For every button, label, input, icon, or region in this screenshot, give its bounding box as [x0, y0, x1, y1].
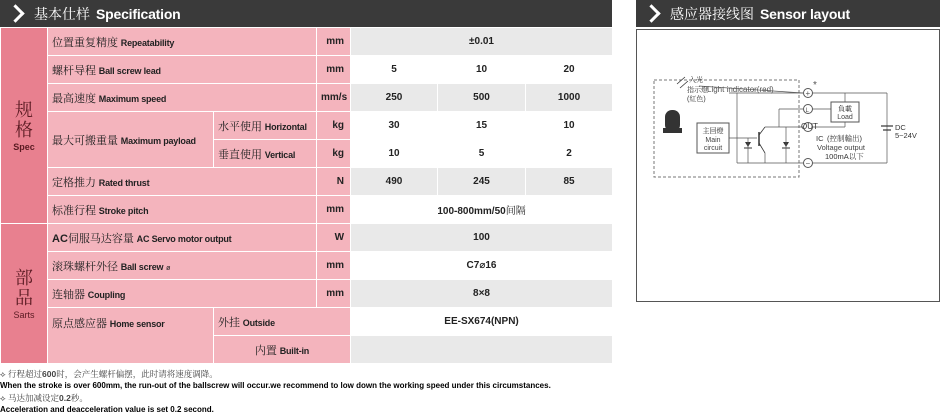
dc-label: DC	[895, 123, 906, 132]
group-spec-en: Spec	[13, 141, 35, 152]
minus-symbol: −	[805, 159, 811, 168]
unit-horizontal: kg	[317, 112, 351, 140]
light-indicator-label: Light indicator(red)	[707, 85, 774, 94]
unit-screw: mm	[317, 252, 351, 280]
label-lead: 螺杆导程 Ball screw lead	[48, 56, 317, 84]
light-cn-1: 入光	[689, 77, 703, 84]
value-thrust-2: 245	[438, 168, 526, 196]
main-circuit-cn: 主回燈	[702, 128, 724, 135]
label-vertical: 垂直使用 Vertical	[214, 140, 317, 168]
table-row-home-outside	[1, 308, 613, 336]
plus-symbol: +	[805, 89, 811, 98]
spec-table	[0, 27, 613, 364]
sensor-diagram-panel	[636, 29, 940, 302]
out-terminal-label: OUT	[801, 122, 818, 131]
table-row-lead	[1, 56, 613, 84]
value-outside: EE-SX674(NPN)	[351, 308, 613, 336]
load-cn: 負載	[838, 106, 852, 113]
value-lead-2: 10	[438, 56, 526, 84]
sensor-header-en: Sensor layout	[760, 5, 850, 22]
note-1-cn: ⟡ 行程超过600时，会产生螺杆偏摆，此时请将速度调降。	[0, 369, 218, 379]
value-screw: C7⌀16	[351, 252, 613, 280]
label-home: 原点感应器 Home sensor	[48, 308, 214, 364]
label-thrust: 定格推力 Rated thrust	[48, 168, 317, 196]
unit-motor: W	[317, 224, 351, 252]
svg-text:L: L	[805, 108, 809, 114]
label-coupling: 连轴器 Coupling	[48, 280, 317, 308]
table-row-screw	[1, 252, 613, 280]
spec-header-cn: 基本仕样	[34, 5, 90, 22]
label-stroke: 标准行程 Stroke pitch	[48, 196, 317, 224]
label-horizontal: 水平使用 Horizontal	[214, 112, 317, 140]
note-2-en: Acceleration and deacceleration value is set 0.2 second.	[0, 405, 214, 414]
value-vertical-3: 2	[526, 140, 613, 168]
unit-stroke: mm	[317, 196, 351, 224]
table-row-coupling	[1, 280, 613, 308]
ic-cn-label: (控制輸出)	[827, 134, 862, 143]
value-lead-3: 20	[526, 56, 613, 84]
value-speed-2: 500	[438, 84, 526, 112]
current-label: 100mA以下	[825, 152, 864, 161]
group-spec-cn: 规格	[15, 99, 33, 140]
sensor-header-cn: 感应器接线图	[670, 5, 754, 22]
value-vertical-1: 10	[351, 140, 438, 168]
value-horizontal-2: 15	[438, 112, 526, 140]
unit-coupling: mm	[317, 280, 351, 308]
value-thrust-1: 490	[351, 168, 438, 196]
table-row-stroke	[1, 196, 613, 224]
main-circuit-en-2: circuit	[703, 145, 723, 152]
chevron-right-icon	[0, 0, 26, 27]
dc-range: 5~24V	[895, 131, 917, 140]
value-builtin	[351, 336, 613, 364]
label-builtin: 内置 Built-in	[214, 336, 351, 364]
unit-thrust: N	[317, 168, 351, 196]
group-spec	[1, 28, 48, 224]
value-speed-3: 1000	[526, 84, 613, 112]
value-vertical-2: 5	[438, 140, 526, 168]
unit-lead: mm	[317, 56, 351, 84]
table-row-motor	[1, 224, 613, 252]
table-row-speed	[1, 84, 613, 112]
value-stroke: 100-800mm/50间隔	[351, 196, 613, 224]
unit-repeatability: mm	[317, 28, 351, 56]
table-row-thrust	[1, 168, 613, 196]
voltage-output-label: Voltage output	[817, 143, 865, 152]
chevron-right-icon	[636, 0, 662, 27]
spec-section-header	[0, 0, 612, 27]
value-lead-1: 5	[351, 56, 438, 84]
notes	[0, 368, 620, 415]
group-parts	[1, 224, 48, 364]
sensor-section-header	[636, 0, 940, 27]
unit-vertical: kg	[317, 140, 351, 168]
label-motor: AC伺服马达容量 AC Servo motor output	[48, 224, 317, 252]
group-parts-cn: 部品	[15, 267, 33, 308]
table-row-payload-horizontal	[1, 112, 613, 140]
main-circuit-en-1: Main	[705, 137, 721, 144]
load-en: Load	[837, 114, 853, 121]
value-thrust-3: 85	[526, 168, 613, 196]
light-cn-2: 指示燈	[687, 87, 708, 94]
value-horizontal-1: 30	[351, 112, 438, 140]
value-repeatability: ±0.01	[351, 28, 613, 56]
note-1-en: When the stroke is over 600mm, the run-out of the ballscrew will occur.we recommend to low down the working speed under this circumstances.	[0, 381, 551, 390]
unit-speed: mm/s	[317, 84, 351, 112]
value-speed-1: 250	[351, 84, 438, 112]
note-2-cn: ⟡ 马达加减设定0.2秒。	[0, 393, 88, 403]
group-parts-en: Sarts	[13, 309, 35, 320]
ic-label: IC	[816, 134, 824, 143]
label-screw: 滚珠螺杆外径 Ball screw ø	[48, 252, 317, 280]
value-coupling: 8×8	[351, 280, 613, 308]
spec-header-en: Specification	[96, 5, 181, 22]
sensor-wiring-diagram	[637, 30, 939, 301]
value-motor: 100	[351, 224, 613, 252]
label-repeatability: 位置重复精度 Repeatability	[48, 28, 317, 56]
asterisk-mark: *	[813, 80, 817, 91]
value-horizontal-3: 10	[526, 112, 613, 140]
label-outside: 外挂 Outside	[214, 308, 351, 336]
label-payload: 最大可搬重量 Maximum payload	[48, 112, 214, 168]
label-speed: 最高速度 Maximum speed	[48, 84, 317, 112]
light-cn-3: (紅色)	[687, 96, 706, 103]
table-row-repeatability	[1, 28, 613, 56]
